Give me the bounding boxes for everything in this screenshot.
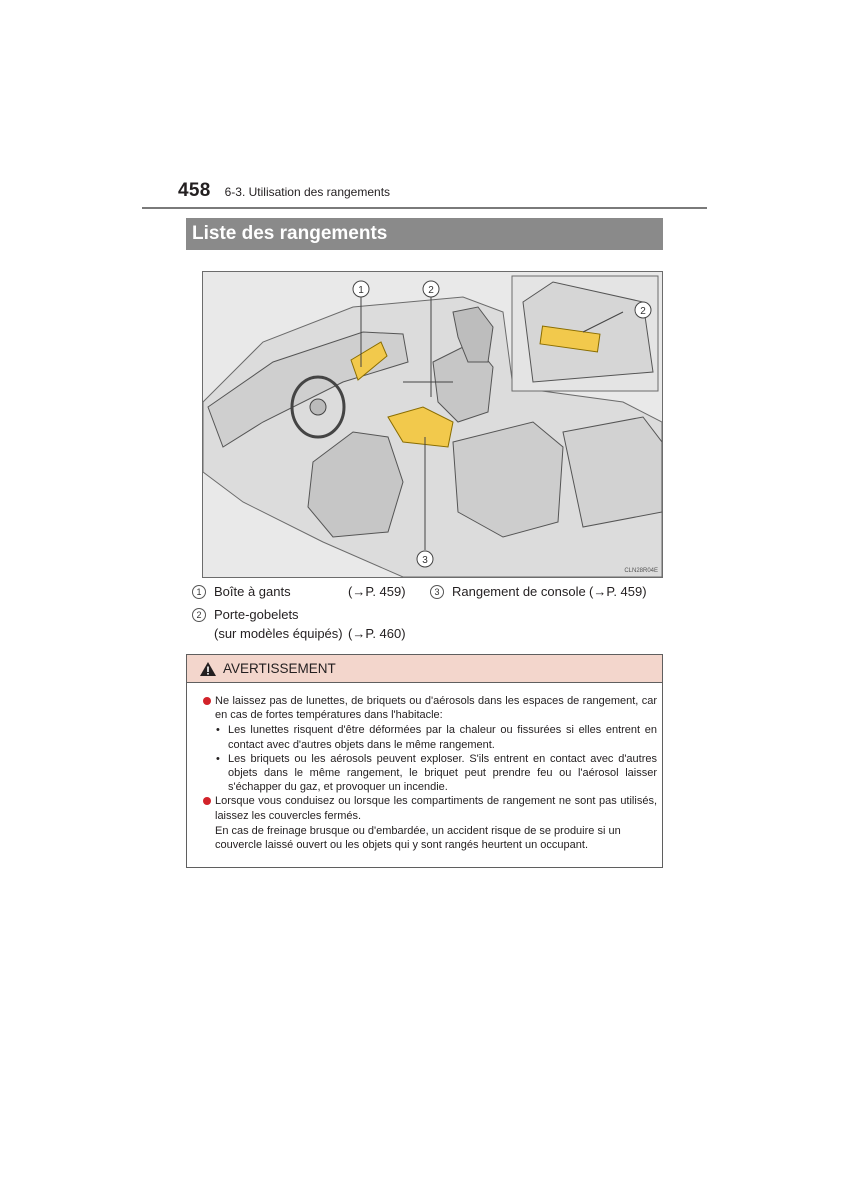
callout-2	[423, 281, 439, 297]
page-reference-link[interactable]: (→P. 459)	[348, 584, 406, 599]
page-number: 458	[178, 180, 211, 201]
item-label: Rangement de console	[452, 584, 586, 599]
item-label-note: (sur modèles équipés)	[214, 626, 343, 641]
interior-drawing	[203, 272, 662, 577]
callout-2-label: 2	[428, 285, 434, 296]
page-reference-link[interactable]: (→P. 460)	[348, 626, 406, 641]
callout-2-inset	[635, 302, 651, 318]
page-header	[178, 180, 390, 202]
bullet-icon	[203, 697, 211, 705]
figure-code: CLN28R04E	[624, 568, 658, 574]
warning-continuation	[201, 824, 657, 852]
car-interior-illustration	[202, 271, 663, 578]
warning-text: Les lunettes risquent d'être déformées par la chaleur ou fissurées si elles entrent en contact avec d'autres objets dans le même rangement.	[228, 724, 657, 751]
section-title: Liste des rangements	[186, 218, 663, 250]
callout-3	[417, 551, 433, 567]
item-label: Boîte à gants	[214, 584, 291, 599]
warning-subitem	[201, 723, 657, 751]
sub-bullet-icon: •	[216, 724, 220, 737]
item-label: Porte-gobelets	[214, 607, 299, 622]
warning-body	[201, 694, 657, 852]
bullet-icon	[203, 797, 211, 805]
warning-text: Lorsque vous conduisez ou lorsque les compartiments de rangement ne sont pas utilisés, laissez les couvercles fermés.	[215, 795, 657, 822]
warning-subitem	[201, 752, 657, 795]
warning-text: En cas de freinage brusque ou d'embardée, un accident risque de se produire si un couvercle laissé ouvert ou les objets qui y sont rangés heurtent un occupant.	[215, 824, 621, 852]
item-console-storage	[430, 582, 586, 601]
item-cup-holders	[192, 605, 299, 624]
callout-2-inset-label: 2	[640, 306, 646, 317]
item-number: 1	[192, 585, 206, 599]
warning-text: Les briquets ou les aérosols peuvent exploser. S'ils entrent en contact avec d'autres objets dans le même rangement, le briquet peut prendre feu ou l'aérosol laisser s'échapper du gaz, et provoquer un incendie.	[228, 752, 657, 794]
warning-header	[187, 655, 662, 683]
item-number: 3	[430, 585, 444, 599]
callout-1	[353, 281, 369, 297]
callout-3-label: 3	[422, 555, 428, 566]
warning-text: Ne laissez pas de lunettes, de briquets ou d'aérosols dans les espaces de rangement, car en cas de fortes températures dans l'habitacle:	[215, 695, 657, 722]
item-number: 2	[192, 608, 206, 622]
item-glove-box	[192, 582, 291, 601]
page-reference-link[interactable]: (→P. 459)	[589, 584, 647, 599]
header-divider	[142, 207, 707, 209]
section-reference: 6-3. Utilisation des rangements	[224, 185, 391, 199]
warning-box	[186, 654, 663, 868]
warning-title: AVERTISSEMENT	[223, 661, 336, 676]
warning-triangle-icon	[199, 661, 217, 677]
warning-paragraph	[201, 694, 657, 722]
callout-1-label: 1	[358, 285, 364, 296]
sub-bullet-icon: •	[216, 752, 220, 765]
warning-paragraph	[201, 794, 657, 822]
